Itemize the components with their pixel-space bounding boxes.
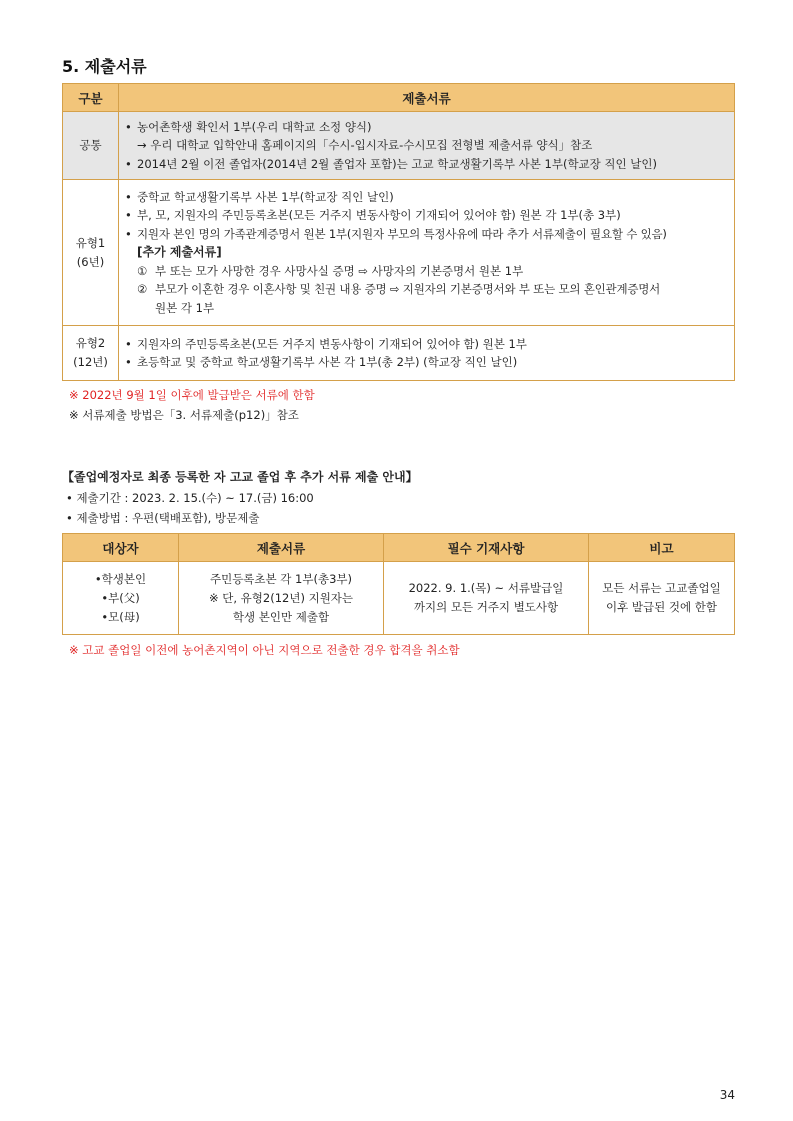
note-submission-method: ※ 서류제출 방법은「3. 서류제출(p12)」참조 [69, 408, 299, 422]
header-target: 대상자 [63, 534, 179, 562]
category-type1: 유형1 (6년) [63, 180, 119, 326]
note-date-restriction: ※ 2022년 9월 1일 이후에 발급받은 서류에 한함 [69, 388, 315, 402]
table-row [63, 562, 735, 635]
list-item: • 중학교 학교생활기록부 사본 1부(학교장 직인 날인) [125, 189, 394, 204]
submission-method: • 제출방법 : 우편(택배포함), 방문제출 [66, 511, 260, 525]
list-item: • 초등학교 및 중학교 학교생활기록부 사본 각 1부(총 2부) (학교장 직인 날인) [125, 355, 518, 369]
header-documents: 제출서류 [119, 84, 735, 112]
list-item: • 지원자의 주민등록초본(모든 거주지 변동사항이 기재되어 있어야 함) 원본 1부 [125, 336, 527, 351]
list-item: • 지원자 본인 명의 가족관계증명서 원본 1부(지원자 부모의 특정사유에 따라 추가 서류제출이 필요할 수 있음) [125, 226, 667, 241]
section-title: 5. 제출서류 [62, 57, 147, 76]
table-row-common [63, 112, 735, 180]
warning-note: ※ 고교 졸업일 이전에 농어촌지역이 아닌 지역으로 전출한 경우 합격을 취소함 [69, 643, 460, 657]
content-common [119, 112, 735, 180]
cell-documents: 주민등록초본 각 1부(총3부) ※ 단, 유형2(12년) 지원자는 학생 본인만 제출함 [179, 562, 384, 635]
list-item: ② 부모가 이혼한 경우 이혼사항 및 친권 내용 증명 ⇨ 지원자의 기본증명서와 부 또는 모의 혼인관계증명서 [137, 282, 661, 297]
list-item: → 우리 대학교 입학안내 홈페이지의「수시-입시자료-수시모집 전형별 제출서류 양식」참조 [137, 138, 593, 153]
graduate-section-title: 【졸업예정자로 최종 등록한 자 고교 졸업 후 추가 서류 제출 안내】 [62, 470, 418, 484]
header-documents: 제출서류 [179, 534, 384, 562]
table-row-type2 [63, 326, 735, 381]
submission-period: • 제출기간 : 2023. 2. 15.(수) ~ 17.(금) 16:00 [66, 491, 314, 505]
cell-required: 2022. 9. 1.(목) ~ 서류발급일 까지의 모든 거주지 별도사항 [384, 562, 589, 635]
category-type2: 유형2 (12년) [63, 326, 119, 381]
header-category: 구분 [63, 84, 119, 112]
graduate-docs-table [62, 533, 735, 635]
list-item: ① 부 또는 모가 사망한 경우 사망사실 증명 ⇨ 사망자의 기본증명서 원본 1부 [137, 263, 524, 278]
extra-docs-title: [추가 제출서류] [137, 245, 222, 260]
table-header-row [63, 534, 735, 562]
list-item: • 2014년 2월 이전 졸업자(2014년 2월 졸업자 포함)는 고교 학교생활기록부 사본 1부(학교장 직인 날인) [125, 156, 657, 171]
header-remarks: 비고 [589, 534, 735, 562]
list-item-cont: 원본 각 1부 [155, 300, 215, 315]
content-type2 [119, 326, 735, 381]
content-type1 [119, 180, 735, 326]
list-item: • 부, 모, 지원자의 주민등록초본(모든 거주지 변동사항이 기재되어 있어야 함) 원본 각 1부(총 3부) [125, 208, 621, 223]
category-common: 공통 [63, 112, 119, 180]
cell-targets: •학생본인 •부(父) •모(母) [63, 562, 179, 635]
documents-table [62, 83, 735, 381]
table-row-type1 [63, 180, 735, 326]
cell-remarks: 모든 서류는 고교졸업일 이후 발급된 것에 한함 [589, 562, 735, 635]
page-number: 34 [719, 1088, 735, 1102]
list-item: • 농어촌학생 확인서 1부(우리 대학교 소정 양식) [125, 119, 372, 134]
header-required: 필수 기재사항 [384, 534, 589, 562]
table-header-row [63, 84, 735, 112]
